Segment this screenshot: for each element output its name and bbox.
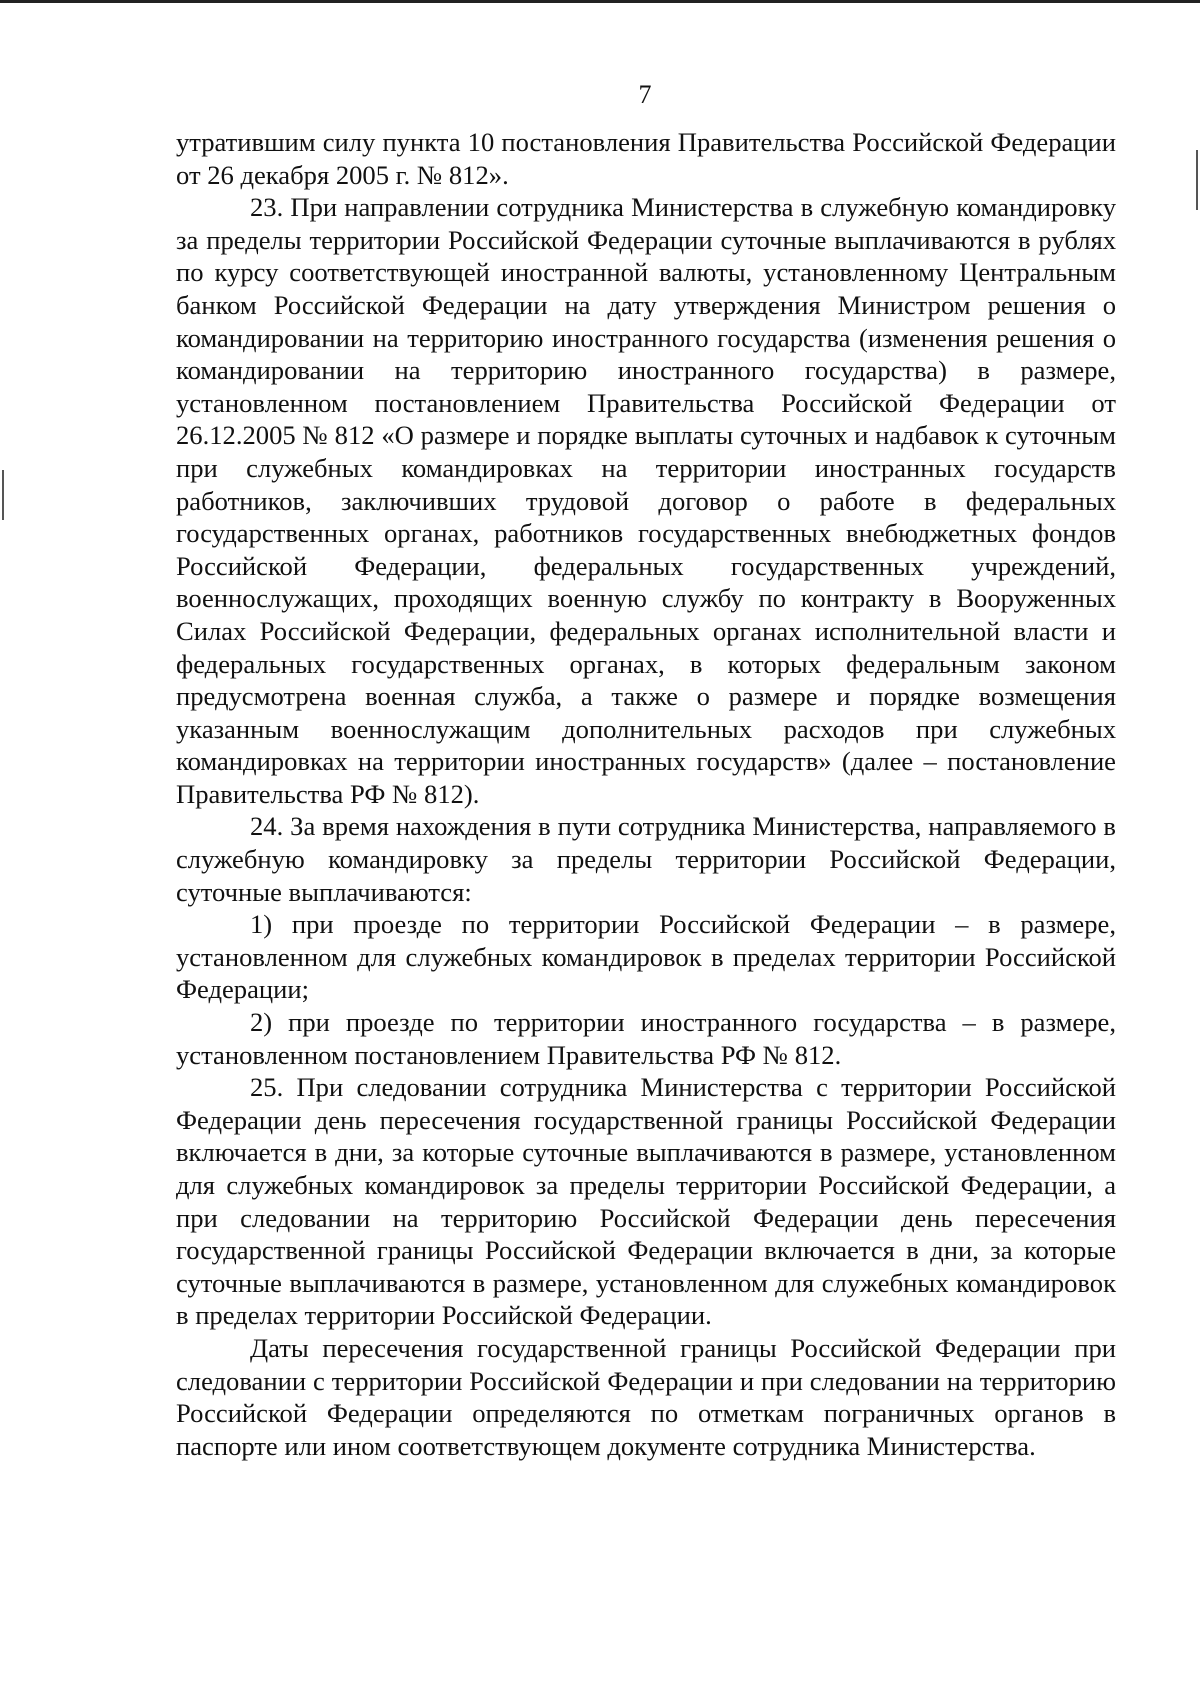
paragraph-subitem-1: 1) при проезде по территории Российской Федерации – в размере, установленном для служебных командировок в пределах территории Российской Федерации; xyxy=(176,909,1116,1005)
page-number: 7 xyxy=(638,80,652,109)
top-scan-rule xyxy=(0,0,1200,3)
paragraph-item-24: 24. За время нахождения в пути сотрудника Министерства, направляемого в служебную командировку за пределы территории Российской Федерации, суточные выплачиваются: xyxy=(176,811,1116,907)
left-scan-edge-mark xyxy=(2,470,4,520)
paragraph-item-23: 23. При направлении сотрудника Министерства в служебную командировку за пределы территории Российской Федерации суточные выплачиваются в рублях по курсу соответствующей иностранной валюты, установленному Центральным банком Российской Федерации на дату утверждения Министром решения о командировании на территорию иностранного государства (изменения решения о командировании на территорию иностранного государства) в размере, установленном постановлением Правительства Российской Федерации от 26.12.2005 № 812 «О размере и порядке выплаты суточных и надбавок к суточным при служебных командировках на территории иностранных государств работников, заключивших трудовой договор о работе в федеральных государственных органах, работников государственных внебюджетных фондов Российской Федерации, федеральных государственных учреждений, военнослужащих, проходящих военную службу по контракту в Вооруженных Силах Российской Федерации, федеральных органах исполнительной власти и федеральных государственных органах, в которых федеральным законом предусмотрена военная служба, а также о размере и порядке возмещения указанным военнослужащим дополнительных расходов при служебных командировках на территории иностранных государств» (далее – постановление Правительства РФ № 812). xyxy=(176,192,1116,809)
paragraph-border-crossing-dates: Даты пересечения государственной границы Российской Федерации при следовании с территории Российской Федерации и при следовании на территорию Российской Федерации определяются по отметкам пограничных органов в паспорте или ином соответствующем документе сотрудника Министерства. xyxy=(176,1332,1116,1461)
document-body xyxy=(176,126,1116,1462)
paragraph-item-25: 25. При следовании сотрудника Министерства с территории Российской Федерации день пересечения государственной границы Российской Федерации включается в дни, за которые суточные выплачиваются в размере, установленном для служебных командировок за пределы территории Российской Федерации, а при следовании на территорию Российской Федерации день пересечения государственной границы Российской Федерации включается в дни, за которые суточные выплачиваются в размере, установленном для служебных командировок в пределах территории Российской Федерации. xyxy=(176,1072,1116,1331)
right-scan-edge-mark xyxy=(1196,150,1198,210)
paragraph-continuation: утратившим силу пункта 10 постановления Правительства Российской Федерации от 26 декабря 2005 г. № 812». xyxy=(176,127,1116,190)
paragraph-subitem-2: 2) при проезде по территории иностранного государства – в размере, установленном постановлением Правительства РФ № 812. xyxy=(176,1007,1116,1070)
